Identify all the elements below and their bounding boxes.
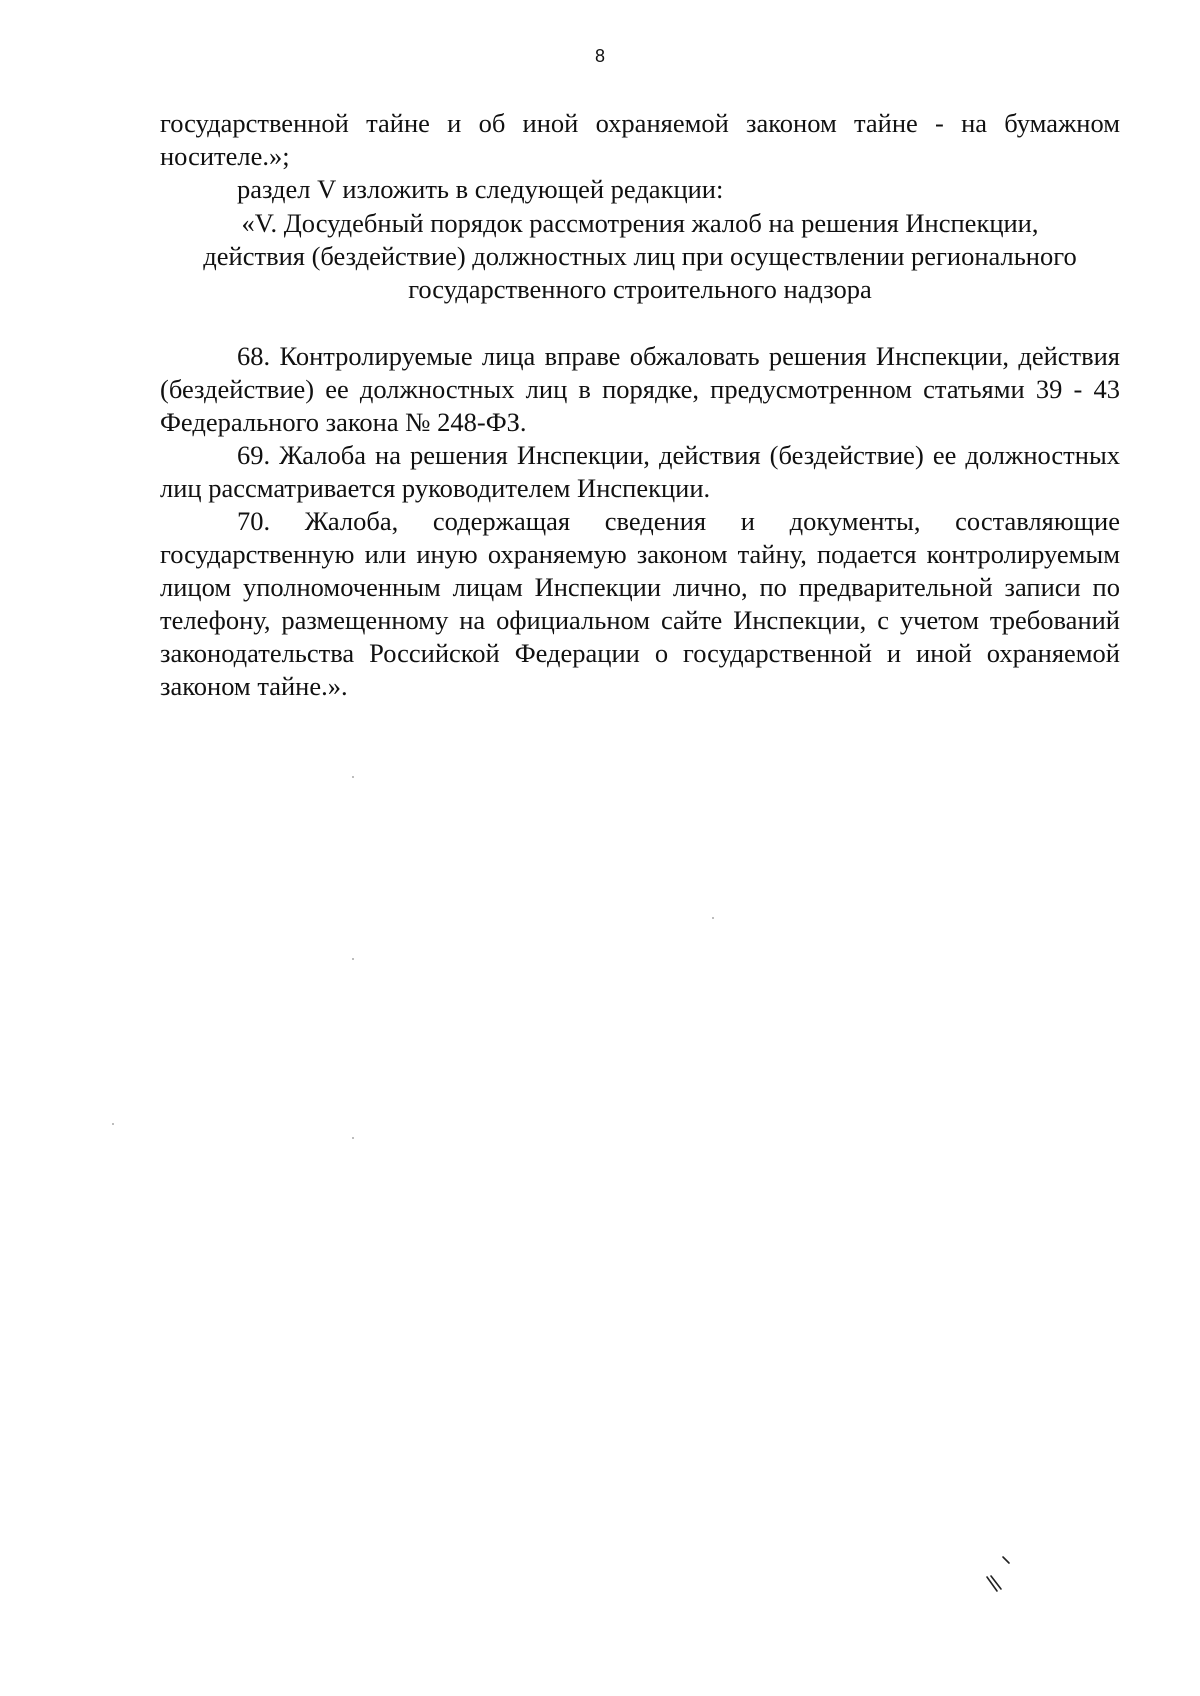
section-heading <box>160 207 1120 306</box>
paragraph-69: 69. Жалоба на решения Инспекции, действия (бездействие) ее должностных лиц рассматривается руководителем Инспекции. <box>160 440 1120 503</box>
scan-speck <box>352 958 354 960</box>
handwritten-mark <box>985 1555 1019 1593</box>
section-heading-line: действия (бездействие) должностных лиц при осуществлении регионального <box>203 241 1077 271</box>
scan-speck <box>112 1123 114 1125</box>
scan-speck <box>352 1137 354 1139</box>
section-heading-line: «V. Досудебный порядок рассмотрения жалоб на решения Инспекции, <box>241 208 1039 238</box>
page-number: 8 <box>594 46 605 66</box>
continuation-block <box>160 107 1120 206</box>
paragraph-68: 68. Контролируемые лица вправе обжаловать решения Инспекции, действия (бездействие) ее должностных лиц в порядке, предусмотренном статьями 39 - 43 Федерального закона № 248-ФЗ. <box>160 341 1120 437</box>
section-heading-line: государственного строительного надзора <box>408 274 872 304</box>
scan-speck <box>352 776 354 778</box>
section-body <box>160 340 1120 703</box>
continuation-text: государственной тайне и об иной охраняемой законом тайне - на бумажном носителе.»; <box>160 108 1120 171</box>
paragraph-70: 70. Жалоба, содержащая сведения и документы, составляющие государственную или иную охраняемую законом тайну, подается контролируемым лицом уполномоченным лицам Инспекции лично, по предварительной записи по телефону, размещенному на официальном сайте Инспекции, с учетом требований законодательства Российской Федерации о государственной и иной охраняемой законом тайне.». <box>160 506 1120 701</box>
amendment-instruction: раздел V изложить в следующей редакции: <box>237 174 724 204</box>
scan-speck <box>712 917 714 919</box>
